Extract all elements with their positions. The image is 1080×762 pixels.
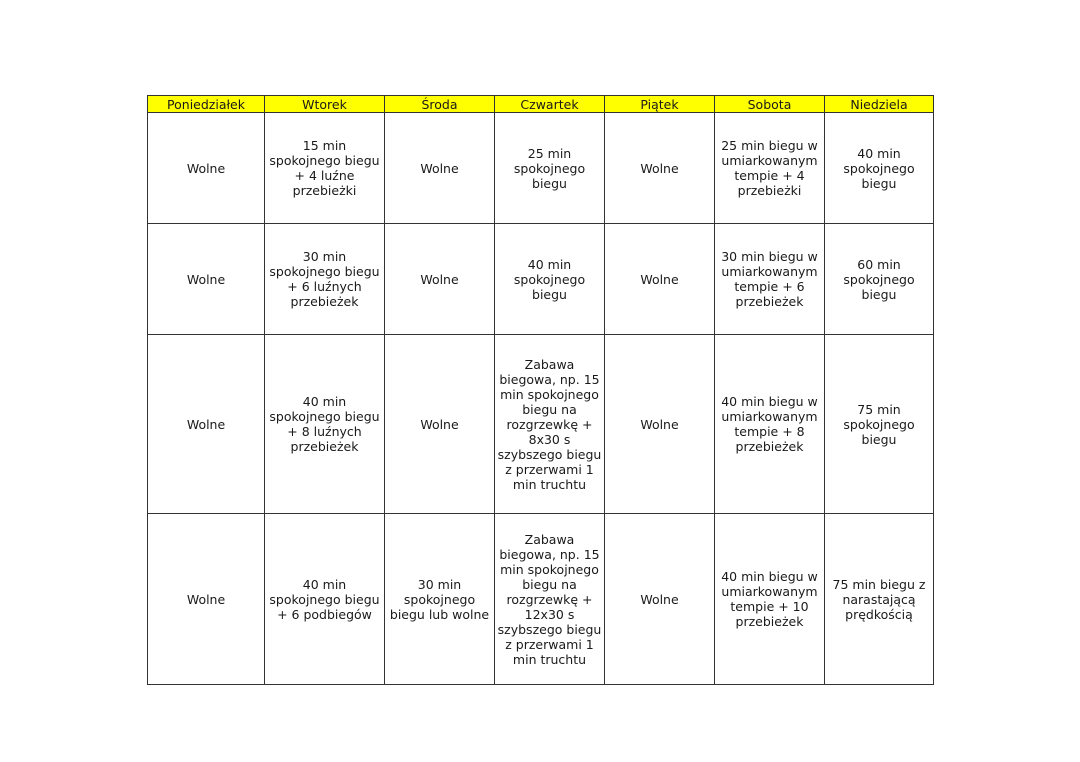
cell-week1-thursday: 25 min spokojnego biegu	[495, 113, 605, 224]
cell-week3-saturday: 40 min biegu w umiarkowanym tempie + 8 przebieżek	[715, 335, 825, 514]
cell-week2-sunday: 60 min spokojnego biegu	[825, 224, 934, 335]
cell-week1-friday: Wolne	[605, 113, 715, 224]
training-plan-table	[147, 95, 934, 685]
cell-week3-thursday: Zabawa biegowa, np. 15 min spokojnego biegu na rozgrzewkę + 8x30 s szybszego biegu z przerwami 1 min truchtu	[495, 335, 605, 514]
cell-week1-saturday: 25 min biegu w umiarkowanym tempie + 4 przebieżki	[715, 113, 825, 224]
cell-week2-saturday: 30 min biegu w umiarkowanym tempie + 6 przebieżek	[715, 224, 825, 335]
cell-week3-monday: Wolne	[148, 335, 265, 514]
cell-week1-tuesday: 15 min spokojnego biegu + 4 luźne przebieżki	[265, 113, 385, 224]
cell-week4-thursday: Zabawa biegowa, np. 15 min spokojnego biegu na rozgrzewkę + 12x30 s szybszego biegu z przerwami 1 min truchtu	[495, 514, 605, 685]
header-wednesday: Środa	[385, 96, 495, 113]
cell-week2-friday: Wolne	[605, 224, 715, 335]
cell-week4-sunday: 75 min biegu z narastającą prędkością	[825, 514, 934, 685]
training-plan-sheet	[147, 95, 933, 685]
header-sunday: Niedziela	[825, 96, 934, 113]
cell-week4-saturday: 40 min biegu w umiarkowanym tempie + 10 przebieżek	[715, 514, 825, 685]
cell-week2-tuesday: 30 min spokojnego biegu + 6 luźnych przebieżek	[265, 224, 385, 335]
cell-week2-wednesday: Wolne	[385, 224, 495, 335]
header-friday: Piątek	[605, 96, 715, 113]
cell-week3-tuesday: 40 min spokojnego biegu + 8 luźnych przebieżek	[265, 335, 385, 514]
header-tuesday: Wtorek	[265, 96, 385, 113]
cell-week3-sunday: 75 min spokojnego biegu	[825, 335, 934, 514]
cell-week1-wednesday: Wolne	[385, 113, 495, 224]
cell-week3-friday: Wolne	[605, 335, 715, 514]
cell-week1-monday: Wolne	[148, 113, 265, 224]
cell-week4-friday: Wolne	[605, 514, 715, 685]
header-saturday: Sobota	[715, 96, 825, 113]
cell-week4-monday: Wolne	[148, 514, 265, 685]
cell-week3-wednesday: Wolne	[385, 335, 495, 514]
table-row	[148, 514, 934, 685]
cell-week1-sunday: 40 min spokojnego biegu	[825, 113, 934, 224]
table-row	[148, 335, 934, 514]
table-row	[148, 224, 934, 335]
table-row	[148, 113, 934, 224]
cell-week4-tuesday: 40 min spokojnego biegu + 6 podbiegów	[265, 514, 385, 685]
cell-week4-wednesday: 30 min spokojnego biegu lub wolne	[385, 514, 495, 685]
cell-week2-thursday: 40 min spokojnego biegu	[495, 224, 605, 335]
header-row	[148, 96, 934, 113]
header-thursday: Czwartek	[495, 96, 605, 113]
header-monday: Poniedziałek	[148, 96, 265, 113]
cell-week2-monday: Wolne	[148, 224, 265, 335]
